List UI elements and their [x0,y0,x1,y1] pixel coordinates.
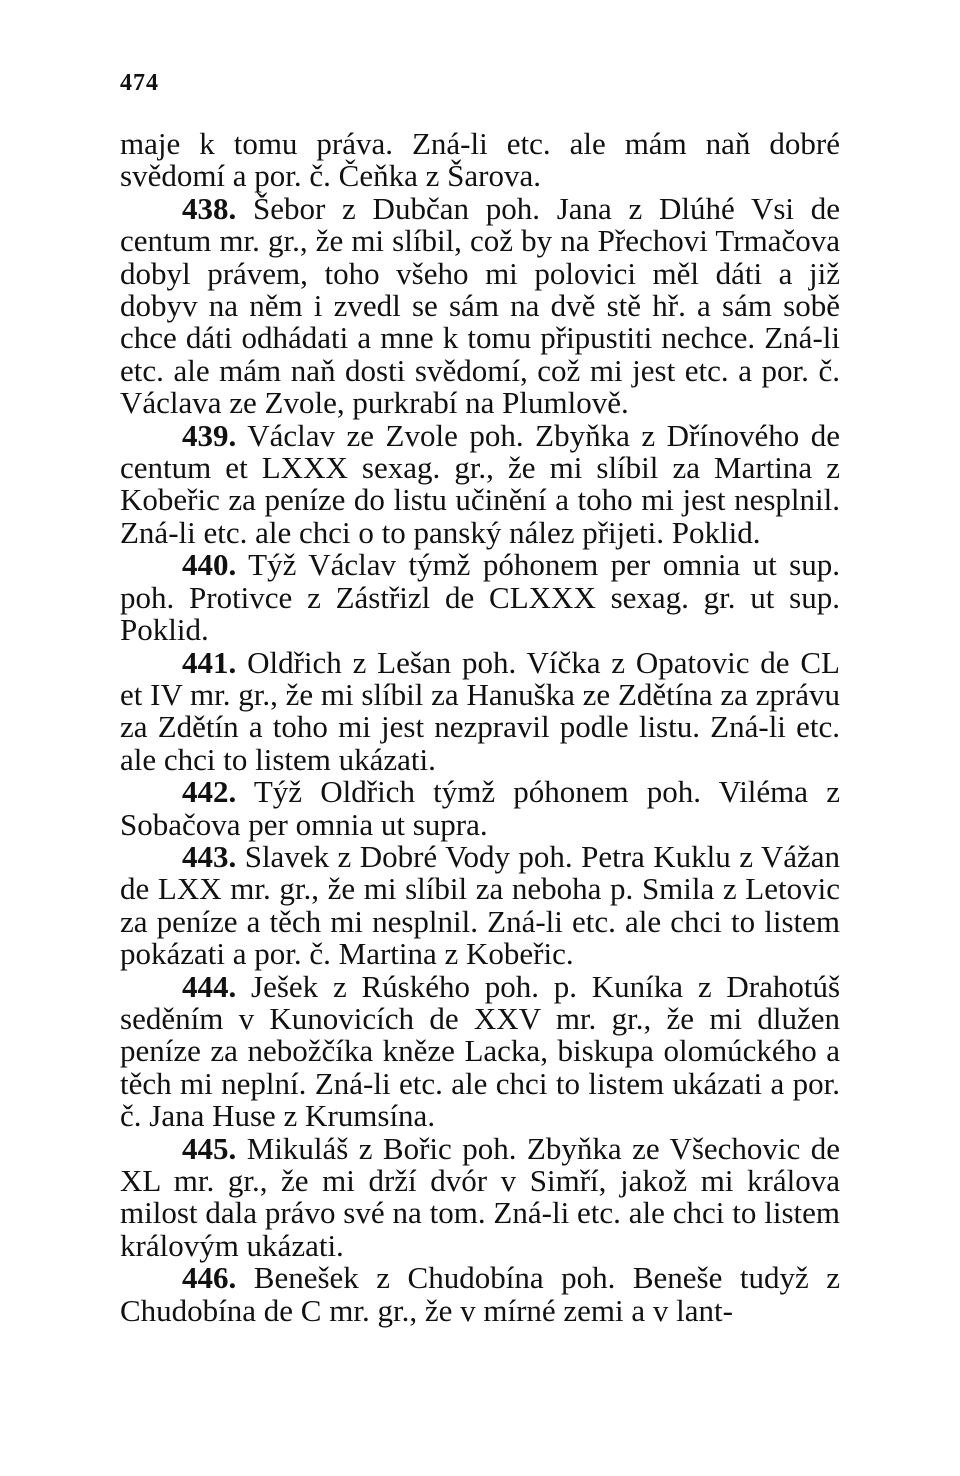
paragraph [120,644,840,777]
paragraph-text: maje k tomu práva. Zná-li etc. ale mám naň dobré svědomí a por. č. Čeňka z Šarova. [120,126,840,194]
paragraph [120,417,840,550]
paragraph-text: Oldřich z Lešan poh. Víčka z Opatovic de CL et IV mr. gr., že mi slíbil za Hanuška ze Zdětína za zprávu za Zdětín a toho mi jest nezpravil podle listu. Zná-li etc. ale chci to listem ukázati. [120,644,840,777]
paragraph-text: Týž Oldřich týmž póhonem poh. Viléma z Sobačova per omnia ut supra. [120,774,840,842]
paragraph-text: Benešek z Chudobína poh. Beneše tudyž z Chudobína de C mr. gr., že v mírné zemi a v lant- [120,1260,841,1328]
paragraph [120,776,840,841]
entry-number: 446. [182,1260,237,1296]
paragraph-text: Mikuláš z Bořic poh. Zbyňka ze Všechovic de XL mr. gr., že mi drží dvór v Simří, jakož mi králova milost dala právo své na tom. Zná-li etc. ale chci to listem královým ukázati. [120,1130,840,1263]
entry-number: 438. [182,190,237,226]
paragraph [120,968,841,1134]
entry-number: 442. [182,774,237,810]
paragraph [120,190,841,421]
entry-number: 441. [182,644,237,680]
entry-number: 440. [182,547,237,583]
paragraph-text: Týž Václav týmž póhonem per omnia ut sup. poh. Protivce z Zástřizl de CLXXX sexag. gr. ut sup. Poklid. [120,547,840,648]
paragraph-text: Ješek z Rúského poh. p. Kuníka z Drahotúš seděním v Kunovicích de XXV mr. gr., že mi dlužen peníze za nebožčíka kněze Lacka, biskupa olomúckého a těch mi neplní. Zná-li etc. ale chci to listem ukázati a por. č. Jana Huse z Krumsína. [120,968,841,1134]
paragraph [120,549,840,646]
paragraph [120,838,841,972]
body-text [120,128,840,1327]
paragraph-text: Slavek z Dobré Vody poh. Petra Kuklu z Vážan de LXX mr. gr., že mi slíbil za neboha p. Smila z Letovic za peníze a těch mi nesplnil. Zná-li etc. ale chci to listem pokázati a por. č. Martina z Kobeřic. [120,838,841,972]
entry-number: 443. [182,838,237,874]
paragraph [120,1130,840,1263]
paragraph [120,128,840,193]
entry-number: 444. [182,968,237,1004]
paragraph-text: Šebor z Dubčan poh. Jana z Dlúhé Vsi de centum mr. gr., že mi slíbil, což by na Přechovi Trmačova dobyl právem, toho všeho mi polovici měl dáti a již dobyv na něm i zvedl se sám na dvě stě hř. a sám sobě chce dáti odhádati a mne k tomu připustiti nechce. Zná-li etc. ale mám naň dosti svědomí, což mi jest etc. a por. č. Václava ze Zvole, purkrabí na Plumlově. [120,190,841,421]
paragraph [120,1262,840,1327]
page-number: 474 [120,70,159,96]
entry-number: 439. [182,417,237,453]
entry-number: 445. [182,1130,237,1166]
paragraph-text: Václav ze Zvole poh. Zbyňka z Dřínového de centum et LXXX sexag. gr., že mi slíbil za Martina z Kobeřic za peníze do listu učinění a toho mi jest nesplnil. Zná-li etc. ale chci o to panský nález přijeti. Poklid. [120,417,840,550]
